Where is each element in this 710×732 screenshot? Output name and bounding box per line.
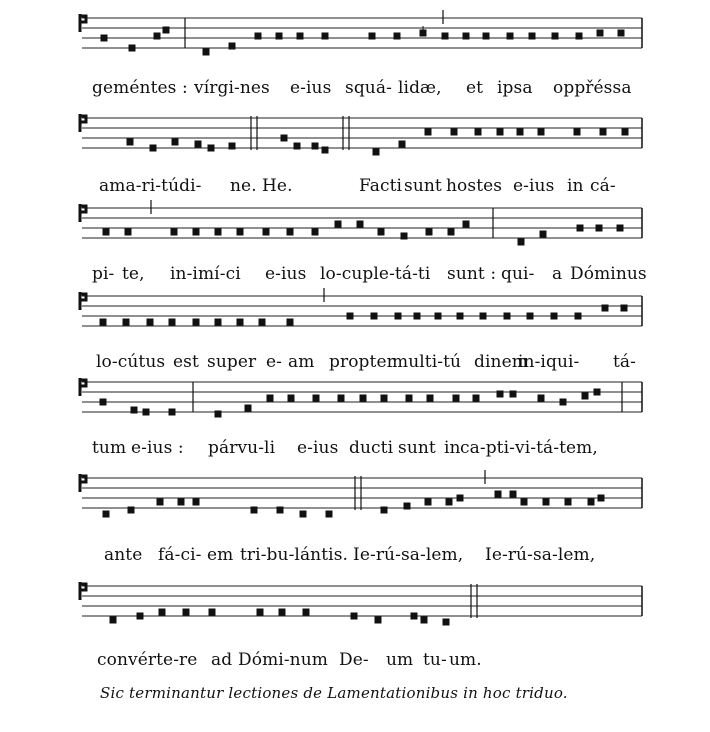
neume-note	[263, 229, 270, 236]
lyric-syllable: tum	[92, 438, 127, 458]
neume-note	[538, 395, 545, 402]
neume-note	[475, 129, 482, 136]
c-clef-icon	[80, 292, 86, 310]
c-clef-icon	[80, 114, 86, 132]
lyric-syllable: geméntes :	[92, 78, 188, 98]
neume-note	[420, 30, 427, 37]
staff-7	[0, 578, 710, 638]
c-clef-icon	[80, 474, 86, 492]
neume-note	[521, 499, 528, 506]
lyric-line-5	[0, 438, 710, 462]
neume-note	[195, 141, 202, 148]
lyric-syllable: tu-	[423, 650, 447, 670]
neume-note	[257, 609, 264, 616]
neume-note	[602, 305, 609, 312]
neume-note	[259, 319, 266, 326]
chant-system-3	[0, 200, 710, 270]
lyric-syllable: oppřéssa	[553, 78, 632, 98]
lyric-syllable: Dómi-num	[238, 650, 328, 670]
neume-note	[463, 221, 470, 228]
neume-note	[406, 395, 413, 402]
chant-system-4	[0, 288, 710, 358]
neume-note	[338, 395, 345, 402]
lyric-syllable: vírgi-nes	[194, 78, 270, 98]
neume-note	[209, 609, 216, 616]
neume-note	[517, 129, 524, 136]
neume-note	[510, 491, 517, 498]
neume-note	[131, 407, 138, 414]
neume-note	[425, 129, 432, 136]
lyric-syllable: sunt :	[447, 264, 497, 284]
lyric-syllable: sunt	[404, 176, 442, 196]
neume-note	[594, 389, 601, 396]
neume-note	[394, 33, 401, 40]
neume-note	[527, 313, 534, 320]
neume-note	[421, 617, 428, 624]
neume-note	[172, 139, 179, 146]
lyric-syllable: Ie-rú-sa-lem,	[485, 545, 596, 565]
lyric-syllable: te,	[122, 264, 145, 284]
neume-note	[143, 409, 150, 416]
neume-note	[618, 30, 625, 37]
neume-note	[435, 313, 442, 320]
chant-system-1	[0, 10, 710, 80]
neume-note	[395, 313, 402, 320]
neume-note	[294, 143, 301, 150]
neume-note	[287, 319, 294, 326]
neume-note	[381, 507, 388, 514]
neume-note	[404, 503, 411, 510]
chant-system-2	[0, 110, 710, 180]
lyric-syllable: tá-	[613, 352, 637, 372]
neume-note	[322, 33, 329, 40]
c-clef-icon	[80, 14, 86, 32]
neume-note	[411, 613, 418, 620]
c-clef-icon	[80, 204, 86, 222]
lyric-syllable: qui-	[501, 264, 535, 284]
neume-note	[357, 221, 364, 228]
lyric-syllable: De-	[339, 650, 369, 670]
neume-note	[347, 313, 354, 320]
lyric-syllable: hostes	[446, 176, 503, 196]
neume-note	[360, 395, 367, 402]
lyric-syllable: e-ius	[290, 78, 332, 98]
neume-note	[577, 225, 584, 232]
lyric-syllable: Facti	[359, 176, 403, 196]
neume-note	[147, 319, 154, 326]
neume-note	[125, 229, 132, 236]
neume-note	[255, 33, 262, 40]
neume-note	[237, 229, 244, 236]
neume-note	[574, 129, 581, 136]
neume-note	[446, 499, 453, 506]
neume-note	[497, 391, 504, 398]
neume-note	[281, 135, 288, 142]
lyric-syllable: lidæ,	[398, 78, 442, 98]
neume-note	[297, 33, 304, 40]
lyric-line-6	[0, 545, 710, 569]
lyric-syllable: tri-bu-lántis.	[240, 545, 349, 565]
neume-note	[504, 313, 511, 320]
neume-note	[229, 143, 236, 150]
neume-note	[127, 139, 134, 146]
lyric-syllable: ama-ri-túdi-	[99, 176, 202, 196]
staff-1	[0, 10, 710, 70]
lyric-syllable: in	[444, 438, 461, 458]
neume-note	[208, 145, 215, 152]
neume-note	[159, 609, 166, 616]
neume-note	[154, 33, 161, 40]
neume-note	[473, 395, 480, 402]
neume-note	[371, 313, 378, 320]
lyric-syllable: ipsa	[497, 78, 533, 98]
neume-note	[540, 231, 547, 238]
neume-note	[110, 617, 117, 624]
neume-note	[480, 313, 487, 320]
neume-note	[552, 33, 559, 40]
neume-note	[171, 229, 178, 236]
lyric-syllable: He.	[262, 176, 293, 196]
lyric-syllable: lo-cútus	[96, 352, 166, 372]
neume-note	[622, 129, 629, 136]
neume-note	[560, 399, 567, 406]
neume-note	[303, 609, 310, 616]
neume-note	[381, 395, 388, 402]
lyric-syllable: ne.	[230, 176, 257, 196]
neume-note	[193, 229, 200, 236]
lyric-syllable: um.	[449, 650, 482, 670]
neume-note	[401, 233, 408, 240]
neume-note	[237, 319, 244, 326]
neume-note	[193, 319, 200, 326]
lyric-line-2	[0, 176, 710, 200]
lyric-line-1	[0, 78, 710, 102]
neume-note	[443, 619, 450, 626]
neume-note	[551, 313, 558, 320]
neume-note	[463, 33, 470, 40]
neume-note	[128, 507, 135, 514]
neume-note	[267, 395, 274, 402]
lyric-syllable: est	[173, 352, 199, 372]
neume-note	[621, 305, 628, 312]
chant-system-5	[0, 374, 710, 444]
chant-system-7	[0, 578, 710, 648]
lyric-syllable: e-	[266, 352, 283, 372]
neume-note	[378, 229, 385, 236]
neume-note	[399, 141, 406, 148]
lyric-syllable: cá-	[590, 176, 616, 196]
lyric-syllable: in-imí-ci	[170, 264, 241, 284]
staff-4	[0, 288, 710, 348]
neume-note	[279, 609, 286, 616]
neume-note	[483, 33, 490, 40]
lyric-syllable: a	[552, 264, 563, 284]
lyric-syllable: e-ius	[297, 438, 339, 458]
neume-note	[617, 225, 624, 232]
staff-6	[0, 470, 710, 530]
neume-note	[351, 613, 358, 620]
neume-note	[598, 495, 605, 502]
lyric-syllable: em	[207, 545, 234, 565]
neume-note	[288, 395, 295, 402]
neume-note	[215, 319, 222, 326]
lyric-syllable: et	[466, 78, 484, 98]
neume-note	[582, 393, 589, 400]
lyric-syllable: dinem	[474, 352, 528, 372]
lyric-line-7	[0, 650, 710, 674]
neume-note	[507, 33, 514, 40]
lyric-syllable: convérte-re	[97, 650, 198, 670]
lyric-syllable: multi-tú	[392, 352, 462, 372]
neume-note	[448, 229, 455, 236]
neume-note	[101, 35, 108, 42]
neume-note	[457, 495, 464, 502]
neume-note	[426, 229, 433, 236]
lyric-syllable: e-ius	[513, 176, 555, 196]
lyric-syllable: pi-	[92, 264, 115, 284]
neume-note	[215, 411, 222, 418]
lyric-syllable: fá-ci-	[158, 545, 202, 565]
neume-note	[588, 499, 595, 506]
neume-note	[129, 45, 136, 52]
lyric-syllable: am	[288, 352, 315, 372]
neume-note	[414, 313, 421, 320]
neume-note	[123, 319, 130, 326]
lyric-syllable: super	[207, 352, 257, 372]
neume-note	[312, 143, 319, 150]
staff-2	[0, 110, 710, 170]
neume-note	[312, 229, 319, 236]
rubric-text: Sic terminantur lectiones de Lamentationibus in hoc triduo.	[100, 684, 568, 702]
neume-note	[510, 391, 517, 398]
lyric-syllable: e-ius	[265, 264, 307, 284]
neume-note	[178, 499, 185, 506]
lyric-syllable: ca-pti-vi-tá-tem,	[460, 438, 598, 458]
lyric-syllable: Ie-rú-sa-lem,	[353, 545, 464, 565]
neume-note	[576, 33, 583, 40]
neume-note	[251, 507, 258, 514]
lyric-syllable: párvu-li	[208, 438, 276, 458]
neume-note	[518, 239, 525, 246]
neume-note	[100, 399, 107, 406]
neume-note	[529, 33, 536, 40]
lyric-syllable: um	[386, 650, 414, 670]
lyric-syllable: squá-	[345, 78, 392, 98]
neume-note	[163, 27, 170, 34]
neume-note	[442, 33, 449, 40]
lyric-syllable: Dóminus	[570, 264, 647, 284]
neume-note	[157, 499, 164, 506]
staff-5	[0, 374, 710, 434]
c-clef-icon	[80, 582, 86, 600]
lyric-syllable: propter	[329, 352, 395, 372]
neume-note	[313, 395, 320, 402]
neume-note	[322, 147, 329, 154]
neume-note	[100, 319, 107, 326]
neume-note	[300, 511, 307, 518]
neume-note	[373, 149, 380, 156]
neume-note	[215, 229, 222, 236]
neume-note	[369, 33, 376, 40]
neume-note	[457, 313, 464, 320]
lyric-syllable: in-iqui-	[518, 352, 580, 372]
neume-note	[375, 617, 382, 624]
neume-note	[596, 225, 603, 232]
lyric-syllable: lo-cuple-tá-ti	[320, 264, 431, 284]
chant-system-6	[0, 470, 710, 540]
c-clef-icon	[80, 378, 86, 396]
neume-note	[137, 613, 144, 620]
neume-note	[103, 511, 110, 518]
lyric-syllable: ad	[211, 650, 233, 670]
neume-note	[245, 405, 252, 412]
neume-note	[103, 229, 110, 236]
neume-note	[169, 409, 176, 416]
neume-note	[326, 511, 333, 518]
neume-note	[150, 145, 157, 152]
neume-note	[497, 129, 504, 136]
neume-note	[287, 229, 294, 236]
neume-note	[538, 129, 545, 136]
neume-note	[193, 499, 200, 506]
neume-note	[183, 609, 190, 616]
staff-3	[0, 200, 710, 260]
neume-note	[597, 30, 604, 37]
lyric-syllable: ante	[104, 545, 143, 565]
neume-note	[229, 43, 236, 50]
neume-note	[451, 129, 458, 136]
neume-note	[335, 221, 342, 228]
neume-note	[276, 33, 283, 40]
lyric-syllable: ducti	[349, 438, 394, 458]
lyric-line-4	[0, 352, 710, 376]
lyric-syllable: sunt	[398, 438, 436, 458]
neume-note	[453, 395, 460, 402]
neume-note	[425, 499, 432, 506]
lyric-syllable: e-ius :	[131, 438, 184, 458]
neume-note	[575, 313, 582, 320]
neume-note	[565, 499, 572, 506]
neume-note	[169, 319, 176, 326]
neume-note	[277, 507, 284, 514]
neume-note	[427, 395, 434, 402]
neume-note	[600, 129, 607, 136]
neume-note	[543, 499, 550, 506]
neume-note	[203, 49, 210, 56]
lyric-line-3	[0, 264, 710, 288]
neume-note	[495, 491, 502, 498]
lyric-syllable: in	[567, 176, 584, 196]
